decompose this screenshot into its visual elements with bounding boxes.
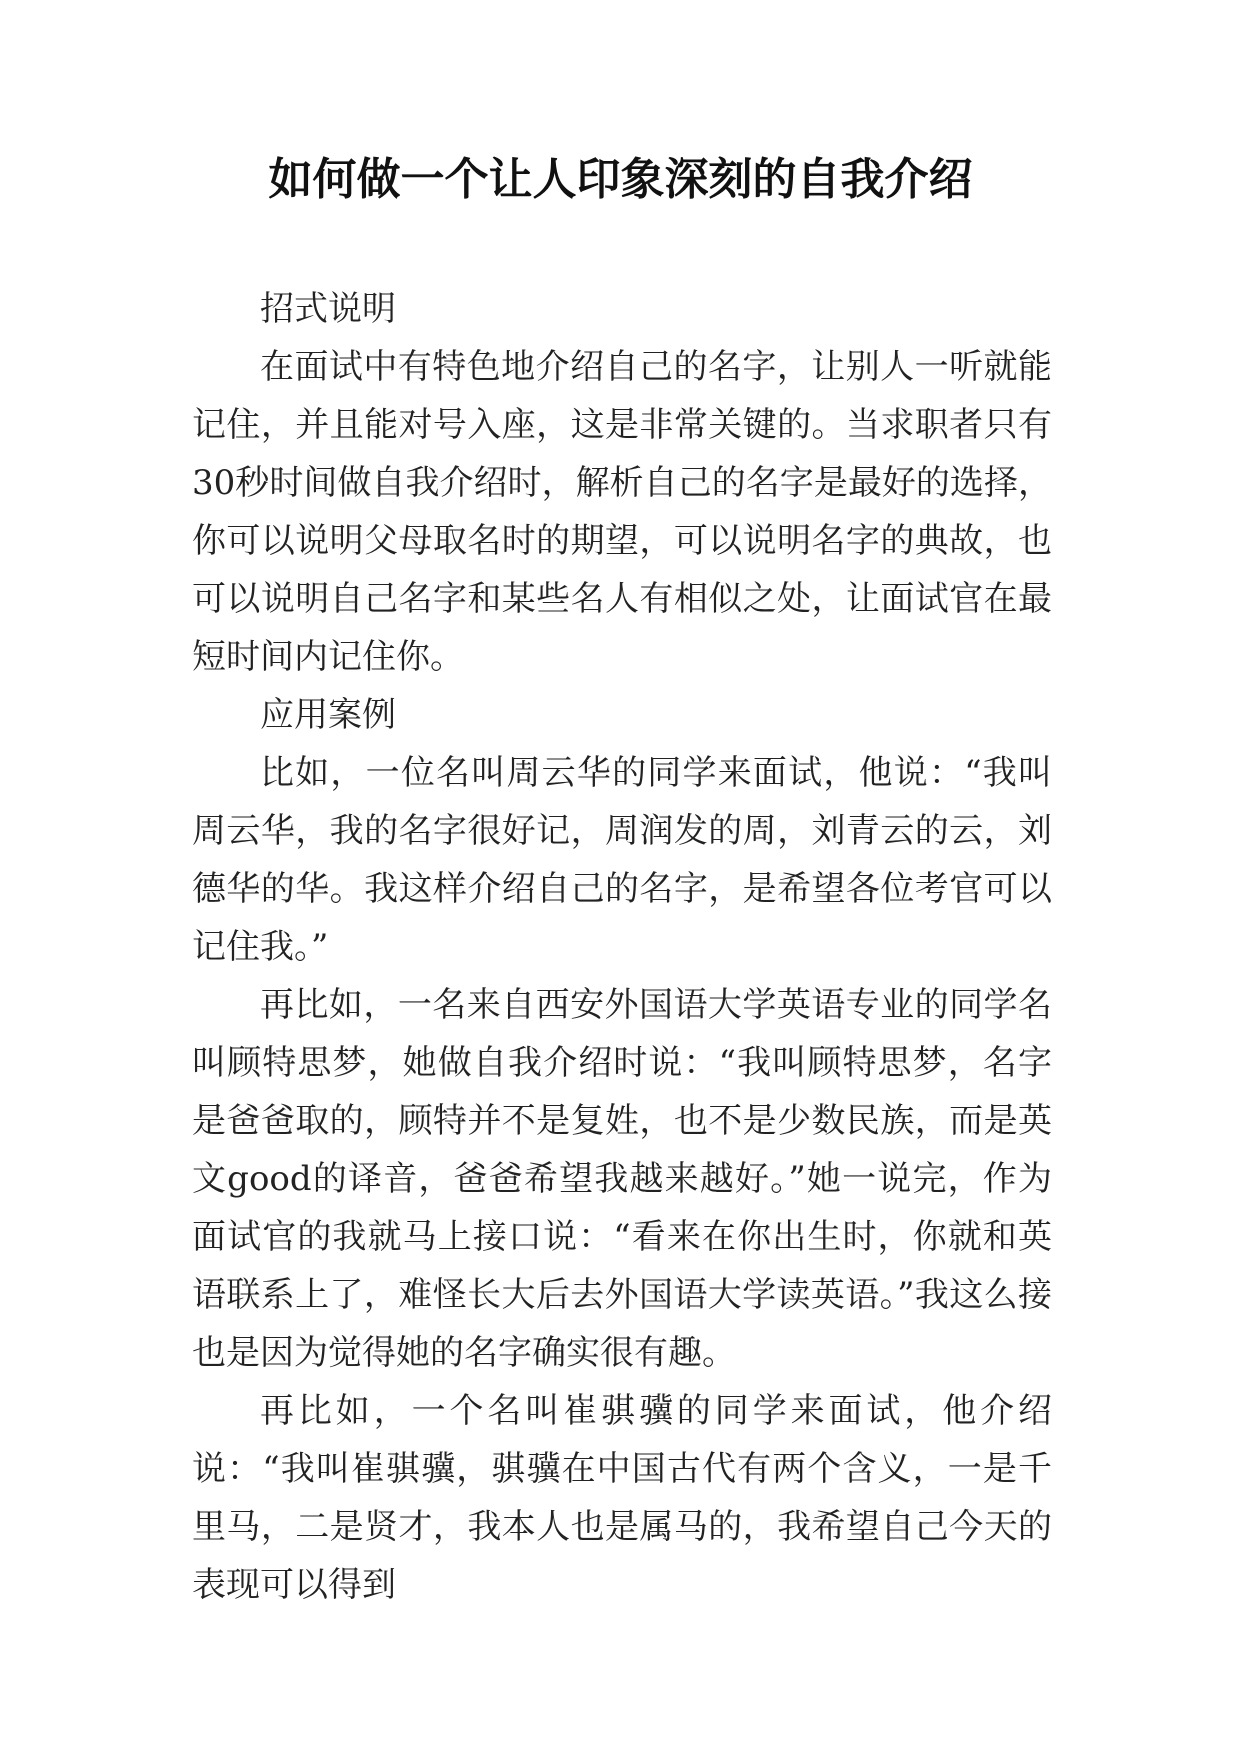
paragraph: 比如，一位名叫周云华的同学来面试，他说：“我叫周云华，我的名字很好记，周润发的周，刘青云的云，刘德华的华。我这样介绍自己的名字，是希望各位考官可以记住我。” <box>192 753 1052 967</box>
document-title: 如何做一个让人印象深刻的自我介绍 <box>268 154 973 205</box>
document-body <box>192 280 1052 1614</box>
section-heading: 招式说明 <box>260 289 396 329</box>
paragraph: 在面试中有特色地介绍自己的名字，让别人一听就能记住，并且能对号入座，这是非常关键的。当求职者只有30秒时间做自我介绍时，解析自己的名字是最好的选择，你可以说明父母取名时的期望，可以说明名字的典故，也可以说明自己名字和某些名人有相似之处，让面试官在最短时间内记住你。 <box>192 347 1052 677</box>
paragraph: 再比如，一名来自西安外国语大学英语专业的同学名叫顾特思梦，她做自我介绍时说：“我叫顾特思梦，名字是爸爸取的，顾特并不是复姓，也不是少数民族，而是英文good的译音，爸爸希望我越来越好。”她一说完，作为面试官的我就马上接口说：“看来在你出生时，你就和英语联系上了，难怪长大后去外国语大学读英语。”我这么接也是因为觉得她的名字确实很有趣。 <box>192 985 1052 1373</box>
section-heading: 应用案例 <box>260 695 396 735</box>
paragraph: 再比如，一个名叫崔骐骥的同学来面试，他介绍说：“我叫崔骐骥，骐骥在中国古代有两个含义，一是千里马，二是贤才，我本人也是属马的，我希望自己今天的表现可以得到 <box>192 1391 1052 1605</box>
